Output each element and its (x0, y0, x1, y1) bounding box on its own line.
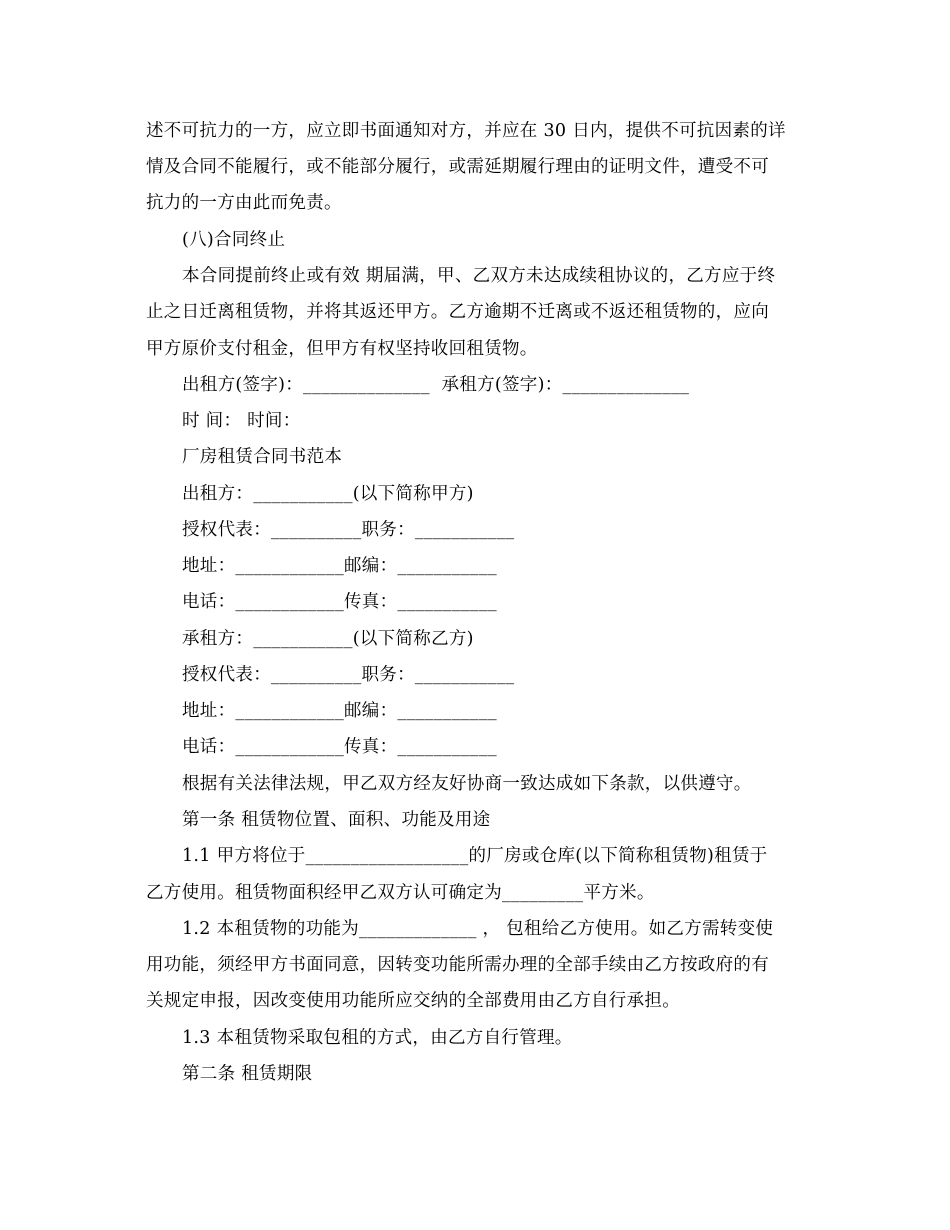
paragraph-line: 止之日迁离租赁物，并将其返还甲方。乙方逾期不迁离或不返还租赁物的，应向 (146, 302, 769, 322)
form-field-line: 授权代表：__________职务：___________ (182, 520, 515, 540)
paragraph-line: 情及合同不能履行，或不能部分履行，或需延期履行理由的证明文件，遭受不可 (146, 157, 769, 177)
article-heading: 第二条 租赁期限 (182, 1064, 313, 1084)
form-field-line: 出租方：___________(以下简称甲方) (182, 484, 474, 504)
contract-title: 厂房租赁合同书范本 (182, 447, 343, 467)
time-line: 时 间： 时间： (182, 411, 301, 431)
paragraph-line: 甲方原价支付租金，但甲方有权坚持收回租赁物。 (146, 339, 538, 359)
form-field-line: 电话：____________传真：___________ (182, 592, 497, 612)
form-field-line: 地址：____________邮编：___________ (182, 701, 497, 721)
section-heading: (八)合同终止 (182, 230, 286, 250)
form-field-line: 授权代表：__________职务：___________ (182, 665, 515, 685)
paragraph-line: 1.1 甲方将位于__________________的厂房或仓库(以下简称租赁物)租赁于 (182, 846, 768, 866)
paragraph-line: 乙方使用。租赁物面积经甲乙双方认可确定为_________平方米。 (146, 883, 655, 903)
paragraph-line: 述不可抗力的一方，应立即书面通知对方，并应在 30 日内，提供不可抗因素的详 (146, 121, 786, 141)
paragraph-line: 1.2 本租赁物的功能为_____________ ， 包租给乙方使用。如乙方需转变使 (182, 919, 774, 939)
form-field-line: 电话：____________传真：___________ (182, 737, 497, 757)
paragraph-line: 根据有关法律法规，甲乙双方经友好协商一致达成如下条款，以供遵守。 (182, 774, 752, 794)
paragraph-line: 关规定申报，因改变使用功能所应交纳的全部费用由乙方自行承担。 (146, 991, 680, 1011)
paragraph-line: 用功能，须经甲方书面同意，因转变功能所需办理的全部手续由乙方按政府的有 (146, 955, 769, 975)
form-field-line: 地址：____________邮编：___________ (182, 556, 497, 576)
form-field-line: 承租方：___________(以下简称乙方) (182, 629, 474, 649)
paragraph-line: 抗力的一方由此而免责。 (146, 193, 342, 213)
paragraph-line: 1.3 本租赁物采取包租的方式，由乙方自行管理。 (182, 1028, 573, 1048)
article-heading: 第一条 租赁物位置、面积、功能及用途 (182, 810, 491, 830)
signature-line: 出租方(签字)：______________ 承租方(签字)：______________ (182, 375, 690, 395)
paragraph-line: 本合同提前终止或有效 期届满，甲、乙双方未达成续租协议的，乙方应于终 (182, 266, 776, 286)
